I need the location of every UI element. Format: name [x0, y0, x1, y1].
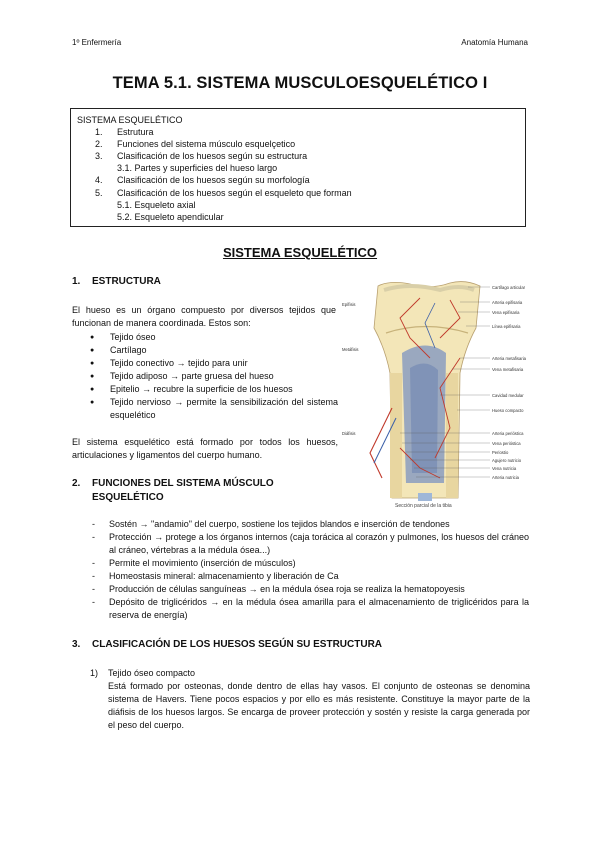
toc-subitem: 5.2. Esqueleto apendicular — [117, 211, 224, 222]
list-item: ● Cartílago — [90, 345, 147, 355]
label-metaphysis: Metáfisis — [342, 347, 359, 352]
section-1-heading: 1. ESTRUCTURA — [72, 276, 161, 287]
label-epiphysis: Epífisis — [342, 302, 356, 307]
list-item: - Protección → protege a los órganos internos (caja torácica al corazón y pulmones, los huesos del cráneo al cráneo, vértebras a la médula ósea...) — [92, 532, 529, 555]
svg-text:Cartílago articular: Cartílago articular — [492, 285, 526, 290]
toc-item: 4. Clasificación de los huesos según su morfología — [95, 175, 310, 186]
list-item: ● Tejido adiposo → parte gruesa del hueso — [90, 371, 274, 381]
svg-text:Arteria perióstica: Arteria perióstica — [492, 431, 524, 436]
toc-subitem: 5.1. Esqueleto axial — [117, 199, 196, 210]
toc-item: 5. Clasificación de los huesos según el esqueleto que forman — [95, 187, 352, 198]
svg-text:Vena nutricia: Vena nutricia — [492, 466, 517, 471]
list-item: - Producción de células sanguíneas → en la médula ósea roja se realiza la hematopoyesis — [92, 584, 465, 594]
svg-text:Arteria metafisaria: Arteria metafisaria — [492, 356, 526, 361]
svg-text:Arteria nutricia: Arteria nutricia — [492, 475, 519, 480]
list-item: ● Tejido nervioso → permite la sensibilización del sistema esquelético — [90, 397, 338, 420]
svg-text:Cavidad medular: Cavidad medular — [492, 393, 524, 398]
list-item: - Homeostasis mineral: almacenamiento y liberación de Ca — [92, 571, 339, 581]
toc-item: 1. Estrutura — [95, 127, 154, 138]
figure-caption: Sección parcial de la tibia — [395, 503, 452, 509]
svg-text:Arteria epifisaria: Arteria epifisaria — [492, 300, 523, 305]
header-course: 1º Enfermería — [72, 38, 122, 47]
section-title: SISTEMA ESQUELÉTICO — [222, 245, 378, 260]
section-2-heading: 2. FUNCIONES DEL SISTEMA MÚSCULO ESQUELÉTICO — [72, 478, 274, 503]
toc-subitem: 3.1. Partes y superficies del hueso largo — [117, 163, 278, 174]
list-item: ● Epitelio → recubre la superficie de los huesos — [90, 384, 293, 394]
toc-heading: SISTEMA ESQUELÉTICO — [77, 115, 183, 125]
toc-item: 2. Funciones del sistema músculo esquelçetico — [95, 139, 296, 150]
header-subject: Anatomía Humana — [461, 38, 528, 47]
toc-item: 3. Clasificación de los huesos según su estructura — [95, 151, 308, 162]
functions-list — [92, 518, 529, 622]
svg-text:Vena epifisaria: Vena epifisaria — [492, 310, 520, 315]
structure-intro: El hueso es un órgano compuesto por diversos tejidos que funcionan de manera coordinada. Estos son: — [72, 305, 336, 328]
svg-text:Hueso compacto: Hueso compacto — [492, 408, 524, 413]
section-3-heading: 3. CLASIFICACIÓN DE LOS HUESOS SEGÚN SU ESTRUCTURA — [72, 639, 383, 650]
figure-left-labels — [342, 302, 359, 436]
page-title: TEMA 5.1. SISTEMA MUSCULOESQUELÉTICO I — [112, 74, 488, 92]
list-item: - Depósito de triglicéridos → en la médula ósea amarilla para el almacenamiento de triglicéridos para la reserva de energía) — [92, 597, 529, 620]
list-item: ● Tejido óseo — [90, 332, 156, 342]
compact-bone-heading: 1) Tejido óseo compacto — [90, 668, 196, 678]
list-item: - Permite el movimiento (inserción de músculos) — [92, 558, 296, 568]
svg-text:Periostio: Periostio — [492, 450, 509, 455]
list-item: - Sostén → "andamio" del cuerpo, sostiene los tejidos blandos e inserción de tendones — [92, 519, 450, 529]
structure-closing: El sistema esquelético está formado por todos los huesos, articulaciones y ligamentos del cuerpo humano. — [72, 437, 338, 460]
label-diaphysis: Diáfisis — [342, 431, 356, 436]
svg-text:Línea epifisaria: Línea epifisaria — [492, 324, 521, 329]
figure-right-label-text — [492, 285, 527, 480]
svg-text:Vena perióstica: Vena perióstica — [492, 441, 521, 446]
table-of-contents — [70, 108, 526, 227]
svg-text:Agujero nutricio: Agujero nutricio — [492, 458, 522, 463]
tissue-list — [90, 331, 338, 422]
svg-text:Vena metafisaria: Vena metafisaria — [492, 367, 524, 372]
tibia-section-figure — [340, 278, 540, 513]
compact-bone-text: Está formado por osteonas, donde dentro de ellas hay vasos. El conjunto de osteonas se denomina sistema de Havers. Tiene pocos espacios y por ello es más resistente. Constituye la mayor parte de la diáfisis de los huesos largos. Se encarga de proveer protección y sostén y resiste la carga generada por el peso del cuerpo. — [108, 681, 530, 730]
list-item: ● Tejido conectivo → tejido para unir — [90, 358, 248, 368]
compact-bone-block — [90, 667, 530, 732]
